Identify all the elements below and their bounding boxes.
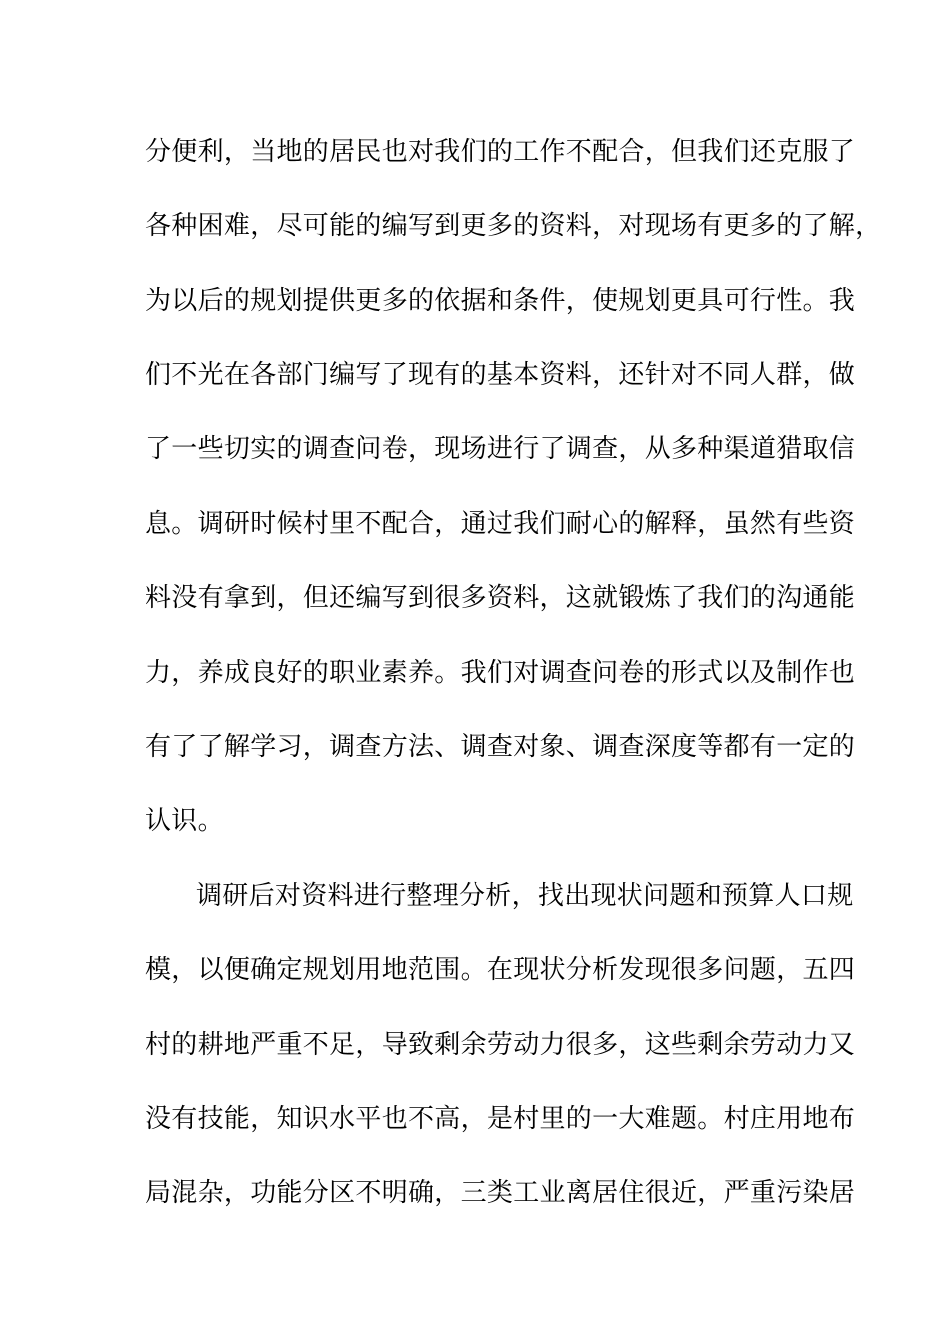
- text-line-1: 分便利，当地的居民也对我们的工作不配合，但我们还克服了: [145, 137, 856, 167]
- text-line-5: 了一些切实的调查问卷，现场进行了调查，从多种渠道猎取信: [145, 434, 856, 464]
- text-line-2: 各种困难，尽可能的编写到更多的资料，对现场有更多的了解，: [145, 211, 882, 241]
- text-line-6: 息。调研时候村里不配合，通过我们耐心的解释，虽然有些资: [145, 509, 856, 539]
- text-line-12: 模，以便确定规划用地范围。在现状分析发现很多问题，五四: [145, 955, 856, 985]
- text-line-10: 认识。: [145, 806, 224, 836]
- text-line-11: 调研后对资料进行整理分析，找出现状问题和预算人口规: [196, 881, 854, 911]
- text-line-9: 有了了解学习，调查方法、调查对象、调查深度等都有一定的: [145, 732, 856, 762]
- text-line-7: 料没有拿到，但还编写到很多资料，这就锻炼了我们的沟通能: [145, 583, 856, 613]
- text-line-3: 为以后的规划提供更多的依据和条件，使规划更具可行性。我: [145, 286, 856, 316]
- text-line-8: 力，养成良好的职业素养。我们对调查问卷的形式以及制作也: [145, 658, 856, 688]
- text-line-15: 局混杂，功能分区不明确，三类工业离居住很近，严重污染居: [145, 1178, 856, 1208]
- text-line-4: 们不光在各部门编写了现有的基本资料，还针对不同人群，做: [145, 360, 856, 390]
- text-line-13: 村的耕地严重不足，导致剩余劳动力很多，这些剩余劳动力又: [145, 1030, 856, 1060]
- text-line-14: 没有技能，知识水平也不高，是村里的一大难题。村庄用地布: [145, 1104, 856, 1134]
